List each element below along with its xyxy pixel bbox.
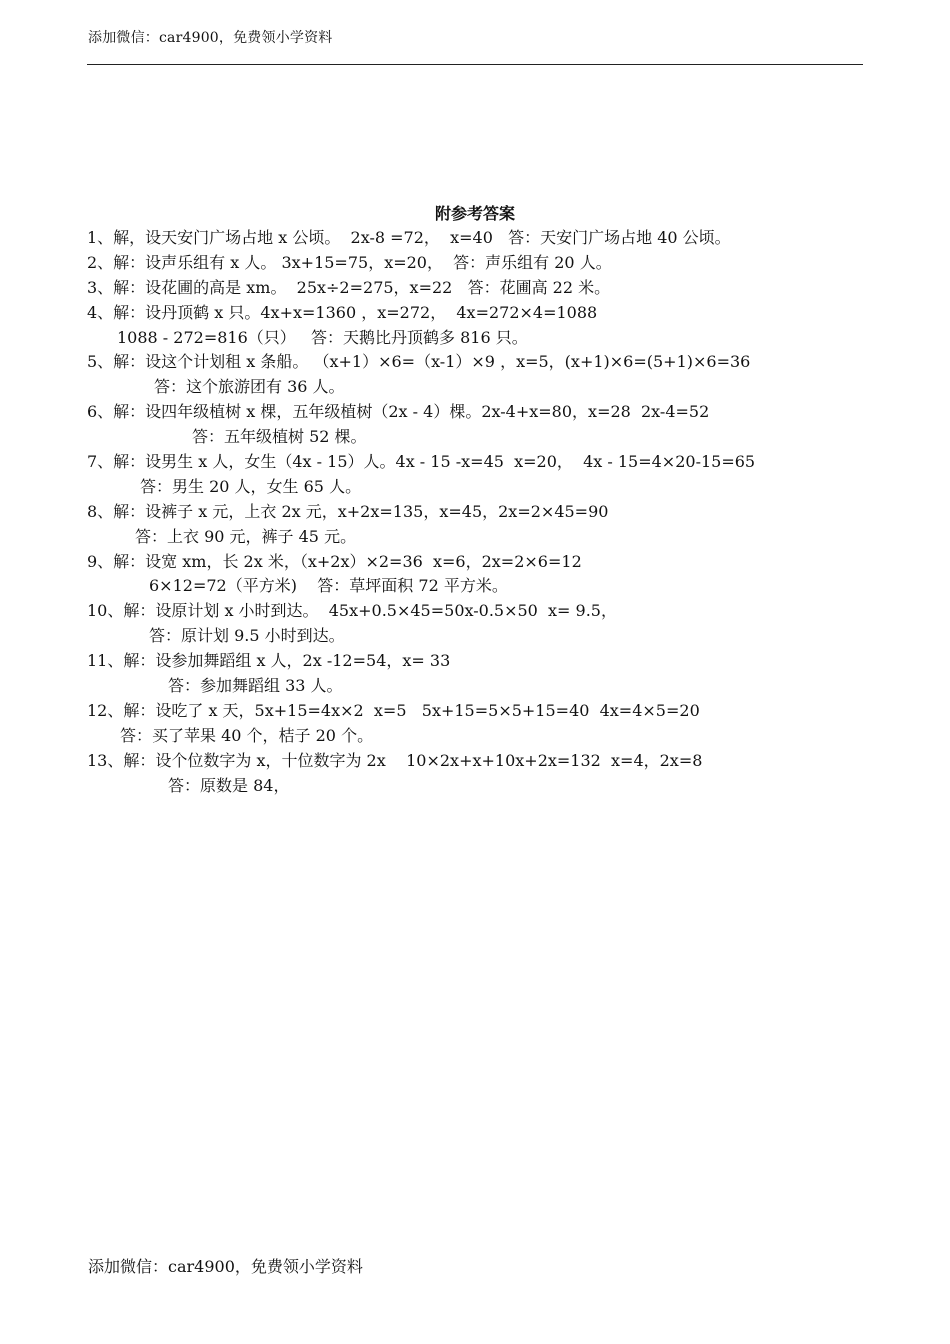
answer-line: 答：上衣 90 元，裤子 45 元。: [135, 526, 357, 546]
answer-line: 8、解：设裤子 x 元，上衣 2x 元，x+2x=135，x=45，2x=2×45=90: [87, 501, 609, 521]
answer-line: 7、解：设男生 x 人，女生（4x - 15）人。4x - 15 -x=45 x=20， 4x - 15=4×20-15=65: [87, 452, 756, 472]
answer-line: 答：五年级植树 52 棵。: [192, 427, 367, 447]
answer-list: [87, 226, 887, 798]
answer-line: 11、解：设参加舞蹈组 x 人，2x -12=54，x= 33: [87, 651, 451, 671]
answer-line: 3、解：设花圃的高是 xm。 25x÷2=275，x=22 答：花圃高 22 米。: [87, 277, 611, 297]
answer-line: 6、解：设四年级植树 x 棵，五年级植树（2x - 4）棵。2x-4+x=80，x=28 2x-4=52: [87, 402, 710, 422]
answer-line: 12、解：设吃了 x 天，5x+15=4x×2 x=5 5x+15=5×5+15=40 4x=4×5=20: [87, 700, 700, 720]
answer-line: 9、解：设宽 xm，长 2x 米，（x+2x）×2=36 x=6，2x=2×6=12: [87, 551, 582, 571]
answer-line: 10、解：设原计划 x 小时到达。 45x+0.5×45=50x-0.5×50 x= 9.5，: [87, 601, 617, 621]
answer-line: 1088 - 272=816（只） 答：天鹅比丹顶鹤多 816 只。: [117, 327, 528, 347]
answer-line: 答：男生 20 人，女生 65 人。: [140, 476, 362, 496]
answer-line: 答：原数是 84，: [168, 775, 290, 795]
page-header: 添加微信：car4900，免费领小学资料: [88, 30, 333, 46]
answer-line: 2、解：设声乐组有 x 人。 3x+15=75，x=20， 答：声乐组有 20 人。: [87, 252, 612, 272]
answer-line: 5、解：设这个计划租 x 条船。 （x+1）×6=（x-1）×9 ，x=5，(x+1)×6=(5+1)×6=36: [87, 352, 751, 372]
answer-line: 答：原计划 9.5 小时到达。: [149, 626, 345, 646]
answer-line: 1、解，设天安门广场占地 x 公顷。 2x-8 =72， x=40 答：天安门广场占地 40 公顷。: [87, 228, 731, 247]
answer-line: 答：买了苹果 40 个，桔子 20 个。: [120, 725, 374, 745]
answer-line: 13、解：设个位数字为 x，十位数字为 2x 10×2x+x+10x+2x=132 x=4，2x=8: [87, 750, 703, 770]
page-footer: 添加微信：car4900，免费领小学资料: [88, 1257, 363, 1276]
answer-line: 答：参加舞蹈组 33 人。: [168, 676, 343, 696]
page-title: 附参考答案: [434, 204, 515, 223]
answer-line: 4、解：设丹顶鹤 x 只。4x+x=1360 ，x=272， 4x=272×4=1088: [87, 302, 598, 322]
answer-line: 6×12=72（平方米) 答：草坪面积 72 平方米。: [149, 576, 508, 596]
answer-line: 答：这个旅游团有 36 人。: [154, 377, 345, 397]
header-divider: [87, 64, 863, 65]
